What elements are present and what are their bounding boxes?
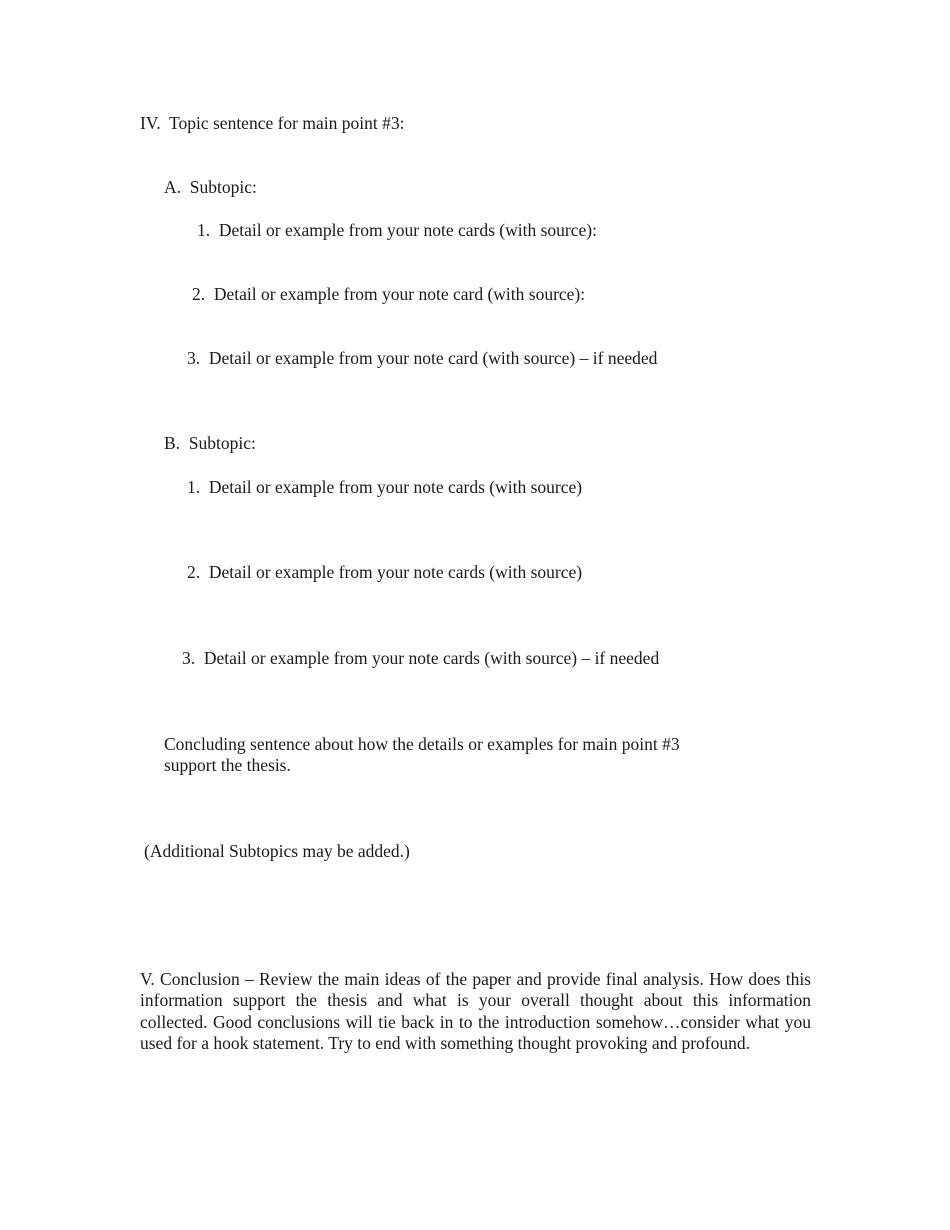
subtopic-b-label: B. Subtopic: [164,433,256,453]
subtopic-a-item-1: 1. Detail or example from your note cards (with source): [197,220,597,240]
subtopic-a-item-2: 2. Detail or example from your note card (with source): [192,284,586,304]
section-iv-heading: IV. Topic sentence for main point #3: [140,113,405,133]
subtopic-a-item-3: 3. Detail or example from your note card (with source) – if needed [187,348,658,368]
concluding-sentence-line-1: Concluding sentence about how the details or examples for main point #3 [164,734,680,754]
concluding-sentence-line-2: support the thesis. [164,755,291,775]
subtopic-b-item-3: 3. Detail or example from your note cards (with source) – if needed [182,648,660,668]
additional-subtopics-note: (Additional Subtopics may be added.) [144,841,410,861]
subtopic-b-item-2: 2. Detail or example from your note cards (with source) [187,562,583,582]
subtopic-a-label: A. Subtopic: [164,177,257,197]
subtopic-b-item-1: 1. Detail or example from your note cards (with source) [187,477,583,497]
conclusion-paragraph: V. Conclusion – Review the main ideas of the paper and provide final analysis. How does this information support the thesis and what is your overall thought about this information collected. Good conclusions will tie back in to the introduction somehow…consider what you used for a hook statement. Try to end with something thought provoking and profound. [140,969,811,1053]
